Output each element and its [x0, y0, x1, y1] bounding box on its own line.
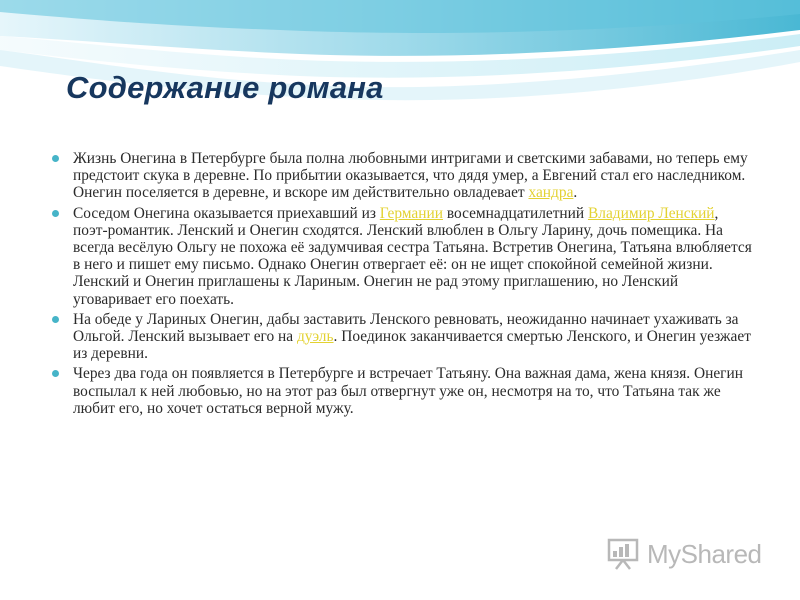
paragraph-text: Через два года он появляется в Петербурге и встречает Татьяну. Она важная дама, жена князя. Онегин воспылал к ней любовью, но на этот раз был отвергнут уже он, несмотря на то, что Татьяна так же любит его, но хочет остаться верной мужу.: [73, 365, 743, 417]
paragraph-item: [52, 205, 752, 308]
content-list: [52, 150, 752, 420]
paragraph-item: [52, 150, 752, 202]
inline-link[interactable]: дуэль: [296, 328, 334, 346]
slide-title: Содержание романа: [66, 70, 384, 105]
paragraph-item: [52, 365, 752, 417]
paragraph-item: [52, 311, 752, 363]
paragraph-text: , поэт-романтик. Ленский и Онегин сходятся. Ленский влюблен в Ольгу Ларину, дочь помещика. На всегда весёлую Ольгу не похожа её задумчивая сестра Татьяна. Встретив Онегина, Татьяна влюбляется в него и пишет ему письмо. Однако Онегин отвергает её: он не ищет спокойной семейной жизни. Ленский и Онегин приглашены к Лариным. Онегин не рад этому приглашению, но Ленский уговаривает его поехать.: [73, 204, 752, 308]
bullet-icon: [52, 316, 59, 323]
bullet-icon: [52, 370, 59, 377]
inline-link[interactable]: хандра: [528, 184, 574, 202]
presentation-board-icon: [607, 537, 641, 571]
bullet-icon: [52, 155, 59, 162]
paragraph-text: восемнадцатилетний: [442, 204, 588, 222]
paragraph-text: . Поединок заканчивается смертью Ленского, и Онегин уезжает из деревни.: [73, 328, 751, 363]
watermark-text: MyShared: [647, 538, 762, 569]
paragraph-text: .: [573, 184, 578, 202]
paragraph-text: На обеде у Лариных Онегин, дабы заставить Ленского ревновать, неожиданно начинает ухаживать за Ольгой. Ленский вызывает его на: [73, 310, 739, 346]
paragraph-text: Жизнь Онегина в Петербурге была полна любовными интригами и светскими забавами, но теперь ему предстоит скука в деревне. По прибытии оказывается, что дядя умер, а Евгений стал его наследником. Онегин поселяется в деревне, и вскоре им действительно овладевает: [73, 150, 748, 202]
bullet-icon: [52, 210, 59, 217]
inline-link[interactable]: Германии: [379, 204, 443, 222]
myshared-watermark: [607, 536, 762, 572]
inline-link[interactable]: Владимир Ленский: [588, 204, 715, 222]
paragraph-text: Соседом Онегина оказывается приехавший из: [73, 204, 380, 222]
header-wave-decoration: [0, 0, 800, 130]
